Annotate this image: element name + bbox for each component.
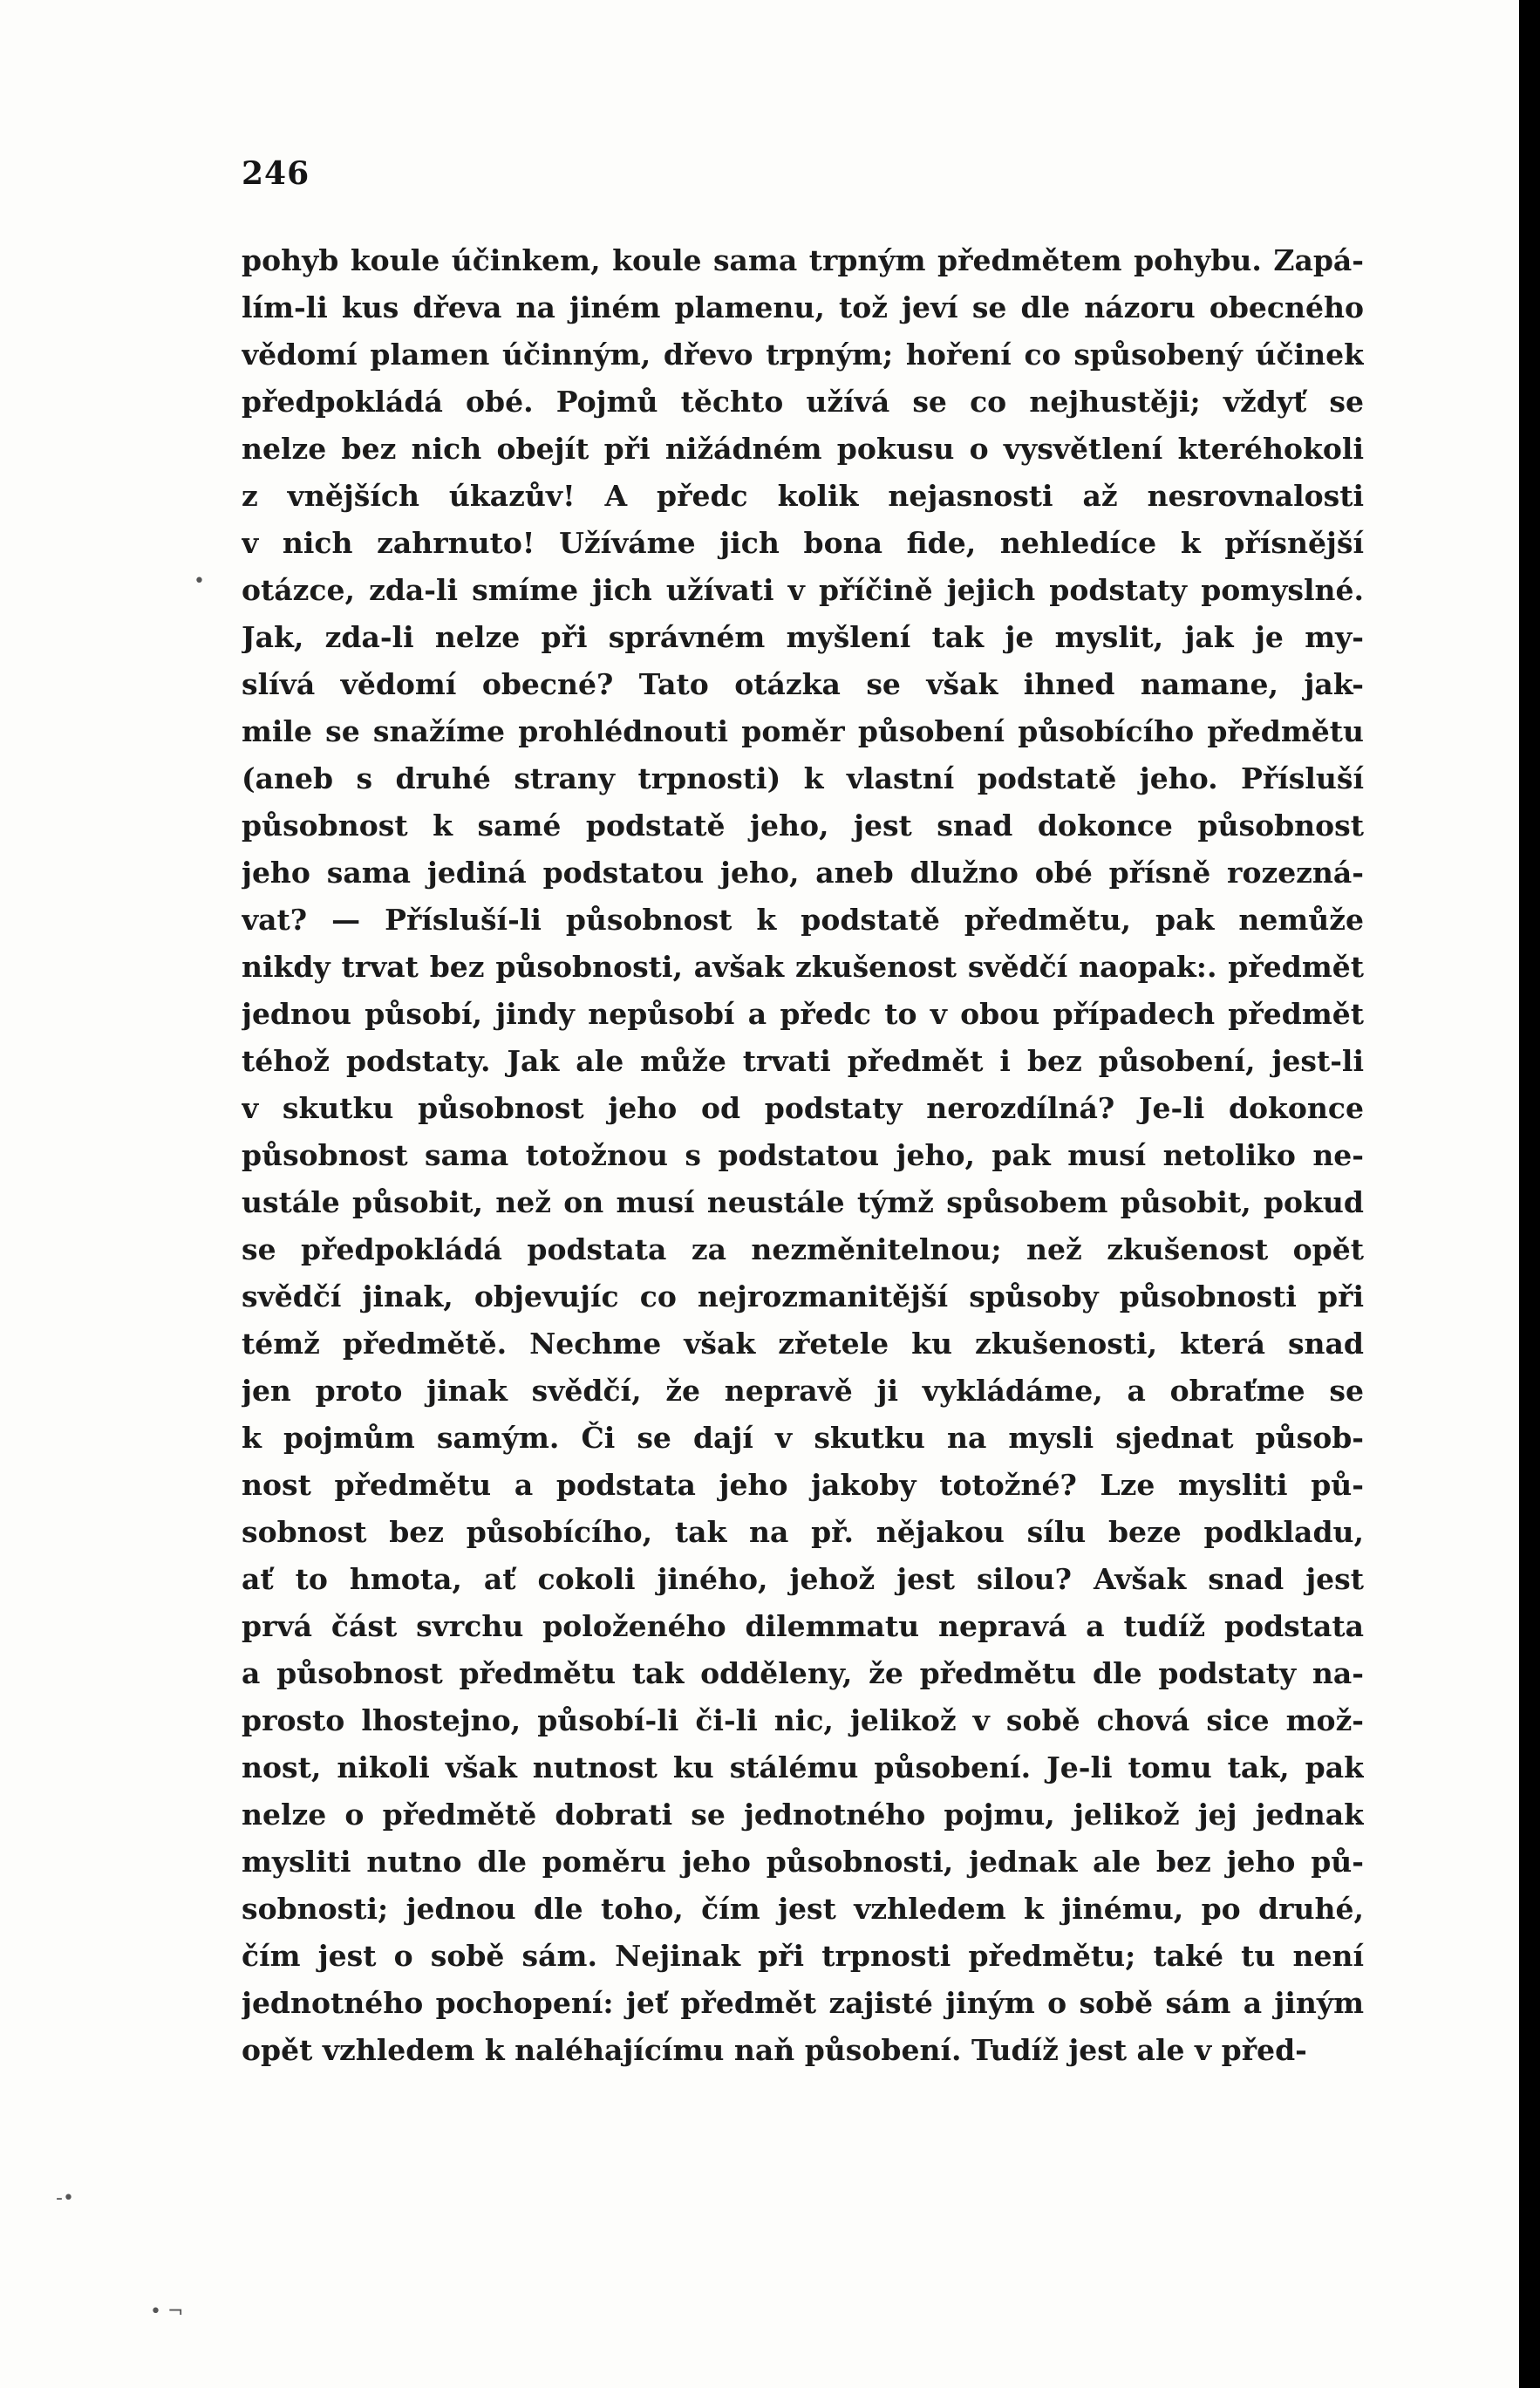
text-line: se předpokládá podstata za nezměnitelnou; než zkušenost opět — [242, 1232, 1364, 1266]
text-line: otázce, zda-li smíme jich užívati v příčině jejich podstaty pomyslné. — [242, 573, 1364, 607]
text-line: vědomí plamen účinným, dřevo trpným; hoření co spůsobený účinek — [242, 338, 1364, 372]
text-line: témž předmětě. Nechme však zřetele ku zkušenosti, která snad — [242, 1327, 1364, 1361]
text-line: mysliti nutno dle poměru jeho působnosti, jednak ale bez jeho pů- — [242, 1845, 1364, 1879]
text-line: nelze o předmětě dobrati se jednotného pojmu, jelikož jej jednak — [242, 1798, 1364, 1832]
text-line: ať to hmota, ať cokoli jiného, jehož jest silou? Avšak snad jest — [242, 1562, 1364, 1596]
text-line: opět vzhledem k naléhajícímu naň působení. Tudíž jest ale v před- — [242, 2033, 1307, 2067]
margin-dot: • — [194, 570, 205, 592]
text-line: sobnosti; jednou dle toho, čím jest vzhledem k jinému, po druhé, — [242, 1892, 1364, 1926]
text-line: prosto lhostejno, působí-li či-li nic, jelikož v sobě chová sice mož- — [242, 1703, 1364, 1737]
text-line: k pojmům samým. Či se dají v skutku na mysli sjednat působ- — [242, 1421, 1364, 1455]
text-line: předpokládá obé. Pojmů těchto užívá se co nejhustěji; vždyť se — [242, 385, 1364, 419]
text-line: působnost sama totožnou s podstatou jeho, pak musí netoliko ne- — [242, 1138, 1364, 1172]
text-line: jeho sama jediná podstatou jeho, aneb dlužno obé přísně rozezná- — [242, 856, 1364, 890]
text-line: slívá vědomí obecné? Tato otázka se však ihned namane, jak- — [242, 667, 1364, 701]
text-line: téhož podstaty. Jak ale může trvati předmět i bez působení, jest-li — [242, 1044, 1364, 1078]
text-line: prvá část svrchu položeného dilemmatu nepravá a tudíž podstata — [242, 1609, 1364, 1643]
text-line: svědčí jinak, objevujíc co nejrozmanitější spůsoby působnosti při — [242, 1279, 1364, 1313]
text-line: jen proto jinak svědčí, že nepravě ji vykládáme, a obraťme se — [242, 1374, 1364, 1408]
scan-artifact-mark: -• — [56, 2187, 74, 2209]
text-line: nost předmětu a podstata jeho jakoby totožné? Lze mysliti pů- — [242, 1468, 1364, 1502]
text-line: působnost k samé podstatě jeho, jest snad dokonce působnost — [242, 809, 1364, 843]
page-number: 246 — [242, 155, 310, 192]
text-line: pohyb koule účinkem, koule sama trpným předmětem pohybu. Zapá- — [242, 243, 1364, 277]
text-line: nost, nikoli však nutnost ku stálému působení. Je-li tomu tak, pak — [242, 1750, 1364, 1784]
text-line: jednotného pochopení: jeť předmět zajisté jiným o sobě sám a jiným — [242, 1986, 1364, 2020]
text-line: lím-li kus dřeva na jiném plamenu, tož jeví se dle názoru obecného — [242, 290, 1364, 324]
text-line: čím jest o sobě sám. Nejinak při trpnosti předmětu; také tu není — [242, 1939, 1364, 1973]
text-line: v skutku působnost jeho od podstaty nerozdílná? Je-li dokonce — [242, 1091, 1364, 1125]
text-line: ustále působit, než on musí neustále týmž spůsobem působit, pokud — [242, 1185, 1364, 1219]
text-line: sobnost bez působícího, tak na př. nějakou sílu beze podkladu, — [242, 1515, 1364, 1549]
text-line: a působnost předmětu tak odděleny, že předmětu dle podstaty na- — [242, 1656, 1364, 1690]
text-line: nelze bez nich obejít při nižádném pokusu o vysvětlení kteréhokoli — [242, 432, 1364, 466]
text-line: z vnějších úkazův! A předc kolik nejasnosti až nesrovnalosti — [242, 479, 1364, 513]
body-text — [242, 237, 1364, 2074]
text-line: v nich zahrnuto! Užíváme jich bona fide, nehledíce k přísnější — [242, 526, 1364, 560]
text-line: nikdy trvat bez působnosti, avšak zkušenost svědčí naopak:. předmět — [242, 950, 1364, 984]
scan-artifact-mark: • ¬ — [150, 2301, 184, 2323]
text-line: jednou působí, jindy nepůsobí a předc to v obou případech předmět — [242, 997, 1364, 1031]
text-line: mile se snažíme prohlédnouti poměr působení působícího předmětu — [242, 714, 1364, 748]
text-line: (aneb s druhé strany trpnosti) k vlastní podstatě jeho. Přísluší — [242, 761, 1364, 795]
text-line: Jak, zda-li nelze při správném myšlení tak je myslit, jak je my- — [242, 620, 1364, 654]
text-line: vat? — Přísluší-li působnost k podstatě předmětu, pak nemůže — [242, 903, 1364, 937]
